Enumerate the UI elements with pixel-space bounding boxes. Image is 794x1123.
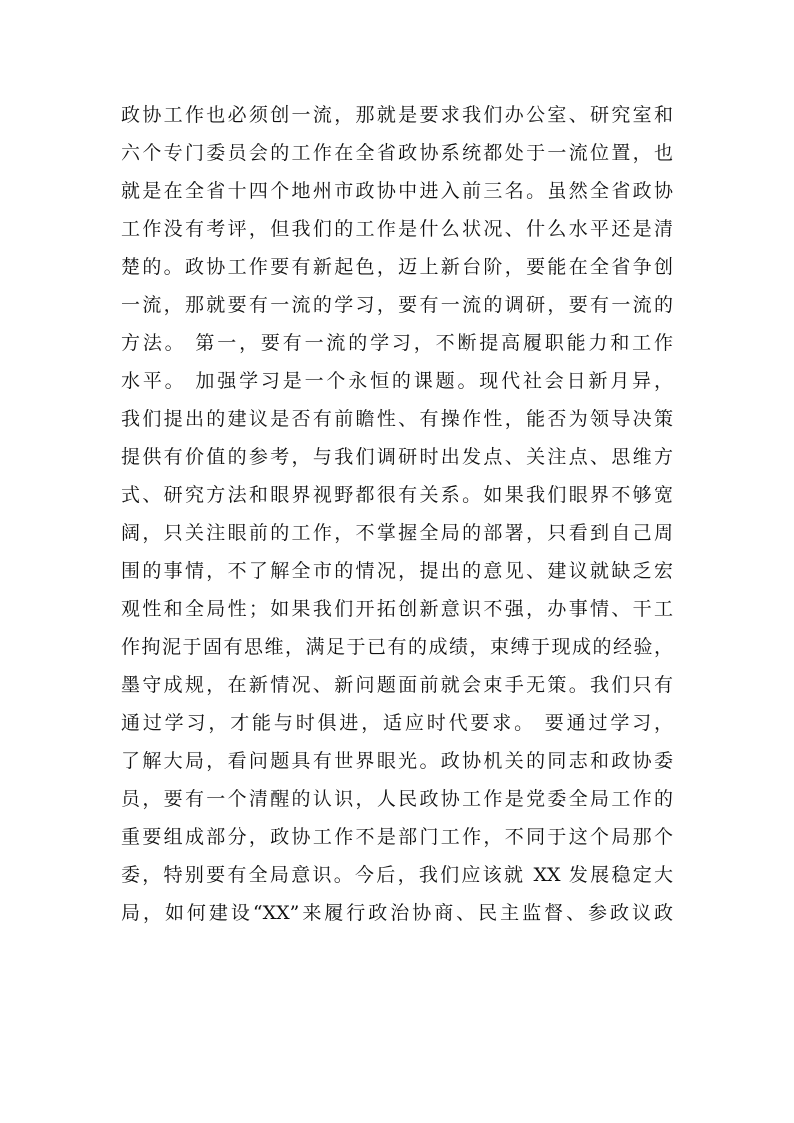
body-text (121, 96, 673, 932)
text-line: 作拘泥于固有思维，满足于已有的成绩，束缚于现成的经验， (121, 636, 673, 658)
text-line: 墨守成规，在新情况、新问题面前就会束手无策。我们只有 (121, 674, 673, 696)
text-line: 局，如何建设“XX”来履行政治协商、民主监督、参政议政 (121, 902, 673, 924)
text-line: 就是在全省十四个地州市政协中进入前三名。虽然全省政协 (121, 180, 673, 202)
text-line: 我们提出的建议是否有前瞻性、有操作性，能否为领导决策 (121, 408, 673, 430)
text-line: 式、研究方法和眼界视野都很有关系。如果我们眼界不够宽 (121, 484, 673, 506)
text-line: 通过学习，才能与时俱进，适应时代要求。 要通过学习， (121, 712, 673, 734)
text-line: 方法。 第一，要有一流的学习，不断提高履职能力和工作 (121, 332, 673, 354)
text-line: 重要组成部分，政协工作不是部门工作，不同于这个局那个 (121, 826, 673, 848)
text-line: 委，特别要有全局意识。今后，我们应该就 XX 发展稳定大 (121, 864, 673, 886)
text-line: 水平。 加强学习是一个永恒的课题。现代社会日新月异， (121, 370, 673, 392)
text-line: 提供有价值的参考，与我们调研时出发点、关注点、思维方 (121, 446, 673, 468)
text-line: 了解大局，看问题具有世界眼光。政协机关的同志和政协委 (121, 750, 673, 772)
text-line: 员，要有一个清醒的认识，人民政协工作是党委全局工作的 (121, 788, 673, 810)
text-line: 阔，只关注眼前的工作，不掌握全局的部署，只看到自己周 (121, 522, 673, 544)
text-line: 政协工作也必须创一流，那就是要求我们办公室、研究室和 (121, 104, 673, 126)
text-line: 观性和全局性；如果我们开拓创新意识不强，办事情、干工 (121, 598, 673, 620)
text-line: 六个专门委员会的工作在全省政协系统都处于一流位置，也 (121, 142, 673, 164)
text-line: 工作没有考评，但我们的工作是什么状况、什么水平还是清 (121, 218, 673, 240)
text-line: 围的事情，不了解全市的情况，提出的意见、建议就缺乏宏 (121, 560, 673, 582)
text-line: 楚的。政协工作要有新起色，迈上新台阶，要能在全省争创 (121, 256, 673, 278)
text-line: 一流，那就要有一流的学习，要有一流的调研，要有一流的 (121, 294, 673, 316)
